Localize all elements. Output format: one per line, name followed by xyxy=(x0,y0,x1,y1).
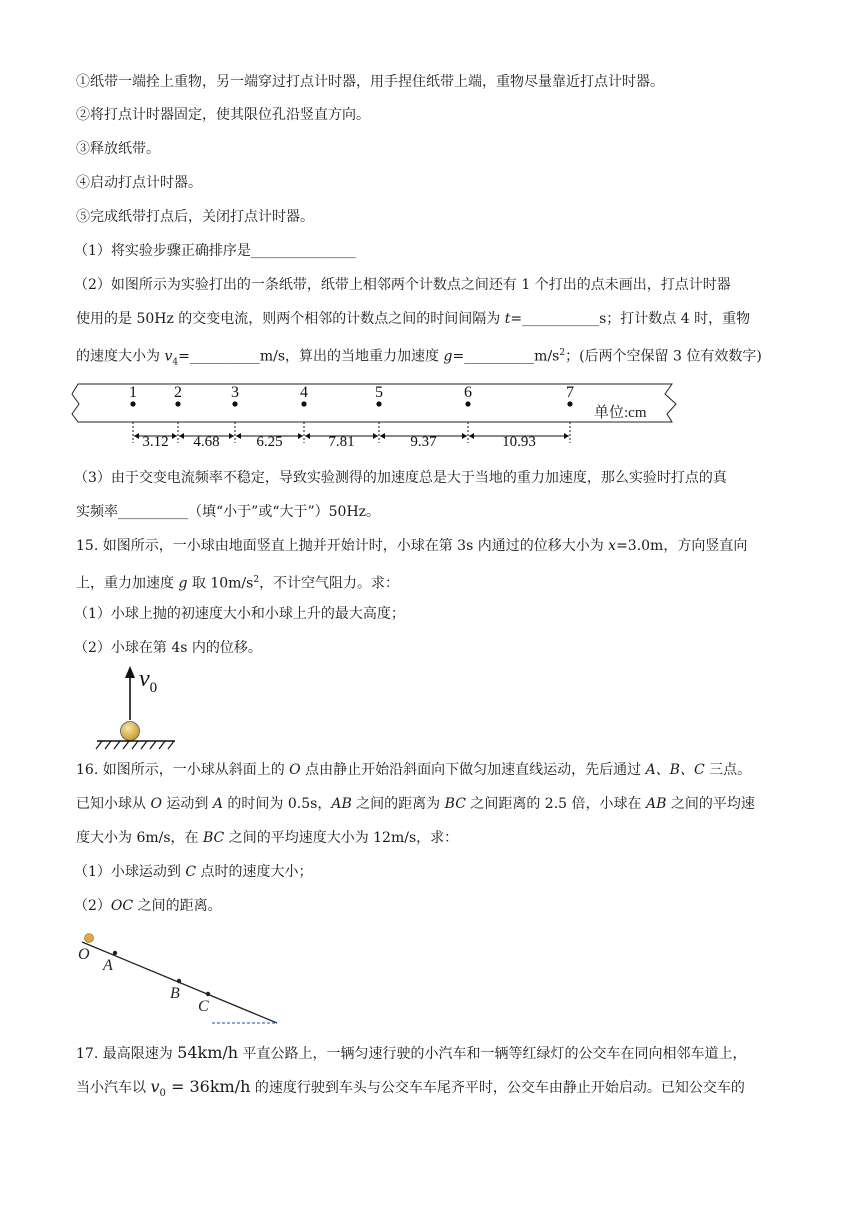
point-B xyxy=(177,979,181,983)
tape-point-label-3: 3 xyxy=(231,384,239,401)
tape-arrow-right-2 xyxy=(229,433,234,439)
ball-figure xyxy=(95,660,185,755)
tape-dot-6 xyxy=(465,401,470,406)
tape-point-label-7: 7 xyxy=(566,384,574,401)
tape-point-label-4: 4 xyxy=(300,384,308,401)
point-A xyxy=(113,951,117,955)
tape-point-label-2: 2 xyxy=(174,384,182,401)
tape-point-label-6: 6 xyxy=(464,384,472,401)
tape-dot-1 xyxy=(130,401,135,406)
tape-arrow-right-1 xyxy=(172,433,177,439)
q14-part3-line1: （3）由于交变电流频率不稳定，导致实验测得的加速度总是大于当地的重力加速度，那么实验时打点的真 xyxy=(74,470,727,486)
tape-arrow-right-6 xyxy=(564,433,569,439)
q14-part2-line1: （2）如图所示为实验打出的一条纸带，纸带上相邻两个计数点之间还有 1 个打出的点未画出，打点计时器 xyxy=(74,277,731,293)
tape-point-label-1: 1 xyxy=(129,384,137,401)
tape-arrow-left-1 xyxy=(134,433,139,439)
step-5: ⑤完成纸带打点后，关闭打点计时器。 xyxy=(76,209,314,225)
tape-distance-4: 7.81 xyxy=(328,434,355,450)
tape-arrow-left-2 xyxy=(179,433,184,439)
tape-dot-2 xyxy=(175,401,180,406)
tape-dot-3 xyxy=(232,401,237,406)
incline-figure xyxy=(72,928,287,1028)
tape-arrow-right-3 xyxy=(298,433,303,439)
point-C xyxy=(206,992,210,996)
q16-sub2: （2）OC 之间的距离。 xyxy=(74,898,222,914)
label-A: A xyxy=(103,957,113,974)
step-4: ④启动打点计时器。 xyxy=(76,175,202,191)
q16-line3: 度大小为 6m/s，在 BC 之间的平均速度大小为 12m/s，求： xyxy=(76,830,459,846)
label-B: B xyxy=(170,985,180,1002)
tape-dot-4 xyxy=(301,401,306,406)
q15-line2: 上，重力加速度 g 取 $10m/s^2$，不计空气阻力。求： xyxy=(76,575,400,592)
tape-distance-2: 4.68 xyxy=(193,434,220,450)
q15-sub2: （2）小球在第 4s 内的位移。 xyxy=(74,640,262,656)
tape-dot-5 xyxy=(376,401,381,406)
step-3: ③释放纸带。 xyxy=(76,141,160,157)
tape-arrow-left-4 xyxy=(305,433,310,439)
q16-line2: 已知小球从 O 运动到 A 的时间为 0.5s，AB 之间的距离为 BC 之间距离的 2.5 倍，小球在 AB 之间的平均速 xyxy=(76,796,755,812)
tape-arrow-left-5 xyxy=(380,433,385,439)
tape-arrow-right-5 xyxy=(462,433,467,439)
tape-distance-3: 6.25 xyxy=(256,434,283,450)
tape-distance-6: 10.93 xyxy=(502,434,536,450)
q15-sub1: （1）小球上抛的初速度大小和小球上升的最大高度； xyxy=(74,606,405,622)
q15-line1: 15. 如图所示，一小球由地面竖直上抛并开始计时，小球在第 3s 内通过的位移大小为 x=3.0m，方向竖直向 xyxy=(76,538,748,554)
tape-arrow-right-4 xyxy=(373,433,378,439)
q14-part2-line2: 使用的是 50Hz 的交变电流，则两个相邻的计数点之间的时间间隔为 t=___________s；打计数点 4 时，重物 xyxy=(76,311,751,327)
q14-part3-line2: 实频率__________（填“小于”或“大于”）50Hz。 xyxy=(76,504,381,520)
q16-sub1: （1）小球运动到 C 点时的速度大小； xyxy=(74,864,313,880)
ground-hatching xyxy=(96,741,174,749)
label-C: C xyxy=(198,998,209,1015)
label-O: O xyxy=(78,946,90,963)
ball-O xyxy=(85,934,94,943)
step-1: ①纸带一端拴上重物，另一端穿过打点计时器，用手捏住纸带上端，重物尽量靠近打点计时器。 xyxy=(76,74,664,90)
paper-tape-figure xyxy=(70,380,690,450)
tape-dot-7 xyxy=(567,401,572,406)
tape-distance-5: 9.37 xyxy=(410,434,437,450)
q17-line2: 当小汽车以 $v_0 = 36km/h$ 的速度行驶到车头与公交车车尾齐平时，公交车由静止开始启动。已知公交车的 xyxy=(76,1077,745,1099)
q17-line1: 17. 最高限速为 54km/h 平直公路上，一辆匀速行驶的小汽车和一辆等红绿灯的公交车在同向相邻车道上， xyxy=(76,1043,747,1062)
tape-unit: 单位:cm xyxy=(594,405,647,421)
tape-arrow-left-6 xyxy=(469,433,474,439)
q14-part2-line3: 的速度大小为 $v_4=\_\_\_\_\_\_\_\_\_\_m/s$，算出的当地重力加速度 $g=\_\_\_\_\_\_\_\_\_\_m/s^2$；(后两个空保留 3 位有效数字) xyxy=(76,348,762,368)
q16-line1: 16. 如图所示，一小球从斜面上的 O 点由静止开始沿斜面向下做匀加速直线运动，先后通过 A、B、C 三点。 xyxy=(76,762,752,778)
step-2: ②将打点计时器固定，使其限位孔沿竖直方向。 xyxy=(76,107,370,123)
q14-part1: （1）将实验步骤正确排序是_______________ xyxy=(74,243,356,259)
tape-distance-1: 3.12 xyxy=(142,434,169,450)
ball xyxy=(121,722,140,741)
tape-arrow-left-3 xyxy=(236,433,241,439)
tape-point-label-5: 5 xyxy=(375,384,383,401)
v0-label: $v_0$ xyxy=(139,666,158,696)
